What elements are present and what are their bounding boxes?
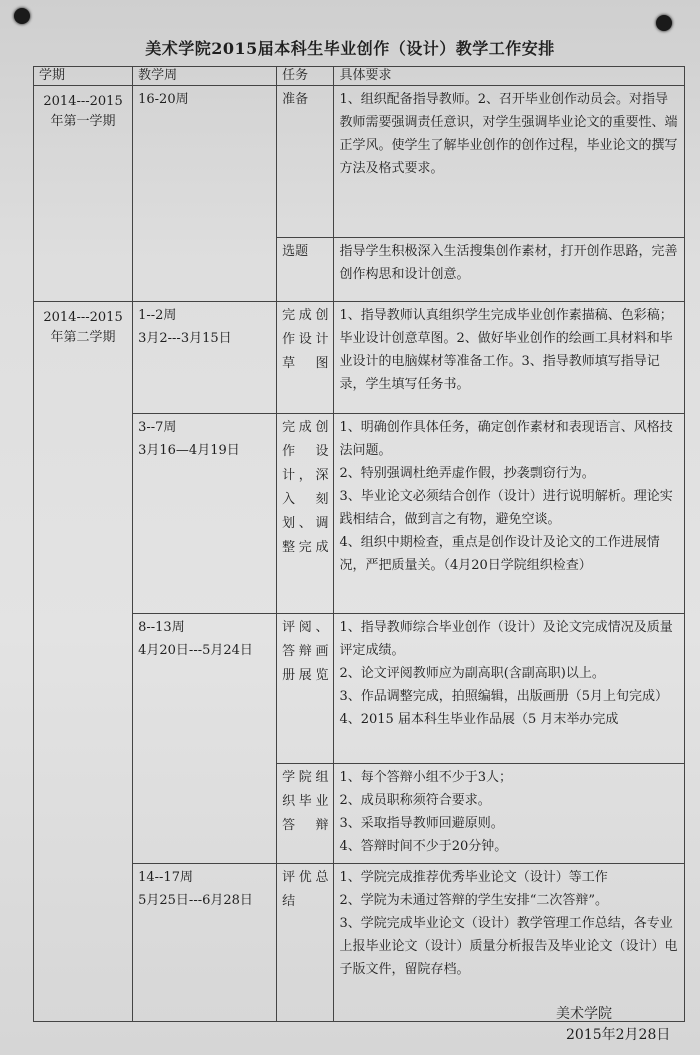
requirement-item: 4、答辩时间不少于20分钟。	[339, 839, 508, 854]
requirement-item: 1、每个答辩小组不少于3人；	[339, 770, 512, 785]
semester-cell: 2014---2015年第一学期	[34, 86, 133, 302]
task-cell: 准备	[277, 86, 334, 238]
requirements-cell	[334, 86, 685, 238]
week-cell: 14--17周 5月25日---6月28日	[133, 864, 277, 1022]
requirement-item: 1、组织配备指导教师。2、召开毕业创作动员会。对指导教师需要强调责任意识，对学生强调毕业论文的重要性、端正学风。使学生了解毕业创作的创作过程，毕业论文的撰写方法及格式要求。	[339, 92, 678, 176]
header-task: 任务	[277, 67, 334, 86]
header-semester: 学期	[34, 67, 133, 86]
week-cell: 3--7周 3月16—4月19日	[133, 414, 277, 614]
requirement-item: 2、学院为未通过答辩的学生安排“二次答辩”。	[339, 893, 609, 908]
table-row	[34, 86, 685, 238]
requirement-item: 3、采取指导教师回避原则。	[339, 816, 504, 831]
document-title: 美术学院2015届本科生毕业创作（设计）教学工作安排	[145, 39, 555, 58]
task-cell: 完成创作设计，深入刻划、调整完成	[277, 414, 334, 614]
requirement-item: 3、毕业论文必须结合创作（设计）进行说明解析。理论实践相结合，做到言之有物，避免空谈。	[339, 489, 673, 527]
task-cell: 评阅、答辩画册展览	[277, 614, 334, 764]
task-cell: 选题	[277, 238, 334, 302]
requirement-item: 1、学院完成推荐优秀毕业论文（设计）等工作	[339, 870, 608, 885]
requirements-cell	[334, 414, 685, 614]
requirement-item: 4、组织中期检查，重点是创作设计及论文的工作进展情况，严把质量关。（4月20日学院组织检查）	[339, 535, 660, 573]
week-cell: 1--2周 3月2---3月15日	[133, 302, 277, 414]
requirement-item: 1、指导教师综合毕业创作（设计）及论文完成情况及质量评定成绩。	[339, 620, 673, 658]
requirement-item: 1、明确创作具体任务，确定创作素材和表现语言、风格技法问题。	[339, 420, 673, 458]
requirement-item: 3、作品调整完成，拍照编辑，出版画册（5月上旬完成）	[339, 689, 668, 704]
task-cell: 学院组织毕业答辩	[277, 764, 334, 864]
requirements-cell	[334, 864, 685, 1022]
signature-date: 2015年2月28日	[566, 1027, 671, 1043]
pushpin-icon	[14, 8, 30, 24]
requirement-item: 3、学院完成毕业论文（设计）教学管理工作总结，各专业上报毕业论文（设计）质量分析报告及毕业论文（设计）电子版文件，留院存档。	[339, 916, 678, 977]
task-cell: 评优总结	[277, 864, 334, 1022]
header-teaching-week: 教学周	[133, 67, 277, 86]
pushpin-icon	[656, 15, 672, 31]
requirement-item: 2、特别强调杜绝弄虚作假，抄袭剽窃行为。	[339, 466, 595, 481]
table-row	[34, 302, 685, 414]
week-cell: 8--13周 4月20日---5月24日	[133, 614, 277, 864]
header-requirements: 具体要求	[334, 67, 685, 86]
task-cell: 完成创作设计草图	[277, 302, 334, 414]
signature-org: 美术学院	[556, 1006, 612, 1022]
semester-cell: 2014---2015年第二学期	[34, 302, 133, 1022]
requirement-item: 指导学生积极深入生活搜集创作素材，打开创作思路，完善创作构思和设计创意。	[339, 244, 678, 282]
week-cell: 16-20周	[133, 86, 277, 302]
table-header-row	[34, 67, 685, 86]
requirements-cell	[334, 238, 685, 302]
requirement-item: 2、论文评阅教师应为副高职(含副高职)以上。	[339, 666, 605, 681]
requirements-cell	[334, 764, 685, 864]
requirements-cell	[334, 614, 685, 764]
requirements-cell	[334, 302, 685, 414]
requirement-item: 4、2015 届本科生毕业作品展（5 月末举办完成	[339, 712, 619, 727]
requirement-item: 1、指导教师认真组织学生完成毕业创作素描稿、色彩稿；毕业设计创意草图。2、做好毕业创作的绘画工具材料和毕业设计的电脑媒材等准备工作。3、指导教师填写指导记录，学生填写任务书。	[339, 308, 673, 392]
requirement-item: 2、成员职称须符合要求。	[339, 793, 491, 808]
schedule-table	[33, 66, 685, 1022]
